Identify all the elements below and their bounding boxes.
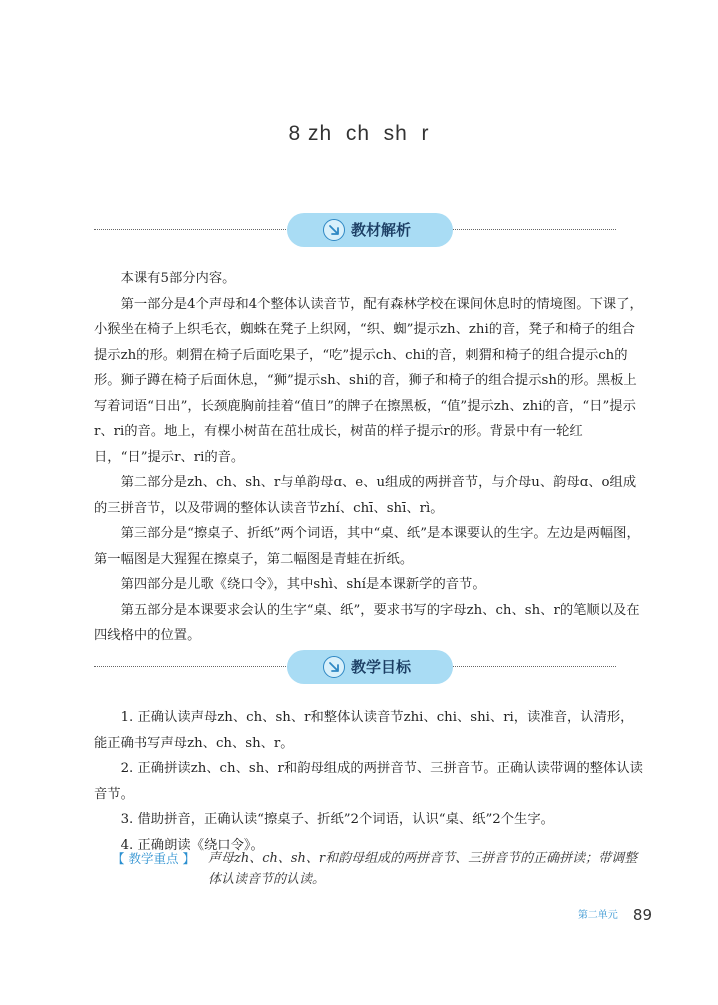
paragraph: 第四部分是儿歌《绕口令》，其中shì、shí是本课新学的音节。 xyxy=(120,577,486,592)
paragraph: 第一部分是4个声母和4个整体认读音节，配有森林学校在课间休息时的情境图。下课了，小猴坐在椅子上织毛衣，蜘蛛在凳子上织网，“织、蜘”提示zh、zhi的音，凳子和椅子的组合提示zh的形。刺猬在椅子后面吃果子，“吃”提示ch、chi的音，刺猬和椅子的组合提示ch的形。狮子蹲在椅子后面休息，“狮”提示sh、shi的音，狮子和椅子的组合提示sh的形。黑板上写着词语“日出”，长颈鹿胸前挂着“值日”的牌子在擦黑板，“值”提示zh、zhi的音，“日”提示r、ri的音。地上，有棵小树苗在茁壮成长，树苗的样子提示r的形。背景中有一轮红日，“日”提示r、ri的音。 xyxy=(94,296,643,465)
unit-label: 第二单元 xyxy=(577,910,618,921)
analysis-body xyxy=(94,266,644,649)
objectives-body xyxy=(94,705,644,858)
dotted-divider-left xyxy=(94,666,290,667)
teaching-focus-label: 【 教学重点 】 xyxy=(112,851,195,866)
objective-item: 2. 正确拼读zh、ch、sh、r和韵母组成的两拼音节、三拼音节。正确认读带调的整体认读音节。 xyxy=(94,761,643,802)
paragraph: 第五部分是本课要求会认的生字“桌、纸”，要求书写的字母zh、ch、sh、r的笔顺以及在四线格中的位置。 xyxy=(94,602,640,643)
arrow-down-right-icon xyxy=(323,656,345,678)
objective-item: 4. 正确朗读《绕口令》。 xyxy=(120,837,264,853)
dotted-divider-right xyxy=(450,666,616,667)
teaching-focus-text: 声母zh、ch、sh、r和韵母组成的两拼音节、三拼音节的正确拼读；带调整体认读音节的认读。 xyxy=(208,851,638,887)
page-footer xyxy=(578,905,652,924)
section-title: 教学目标 xyxy=(351,658,412,676)
arrow-down-right-icon xyxy=(323,219,345,241)
paragraph: 本课有5部分内容。 xyxy=(120,271,236,286)
section-header-objectives xyxy=(94,650,616,684)
section-pill xyxy=(287,213,453,247)
objective-item: 1. 正确认读声母zh、ch、sh、r和整体认读音节zhi、chi、shi、ri，读准音，认清形，能正确书写声母zh、ch、sh、r。 xyxy=(94,710,634,751)
dotted-divider-right xyxy=(450,229,616,230)
objective-item: 3. 借助拼音，正确认读“擦桌子、折纸”2个词语，认识“桌、纸”2个生字。 xyxy=(120,812,554,827)
dotted-divider-left xyxy=(94,229,290,230)
section-header-analysis xyxy=(94,213,616,247)
paragraph: 第三部分是“擦桌子、折纸”两个词语，其中“桌、纸”是本课要认的生字。左边是两幅图，第一幅图是大猩猩在擦桌子，第二幅图是青蛙在折纸。 xyxy=(94,526,640,567)
lesson-title: 8 zh ch sh r xyxy=(288,122,430,145)
section-pill xyxy=(287,650,453,684)
section-title: 教材解析 xyxy=(351,221,412,239)
page-number: 89 xyxy=(632,906,652,924)
paragraph: 第二部分是zh、ch、sh、r与单韵母ɑ、e、u组成的两拼音节，与介母u、韵母ɑ、o组成的三拼音节，以及带调的整体认读音节zhí、chī、shī、rì。 xyxy=(94,475,637,516)
